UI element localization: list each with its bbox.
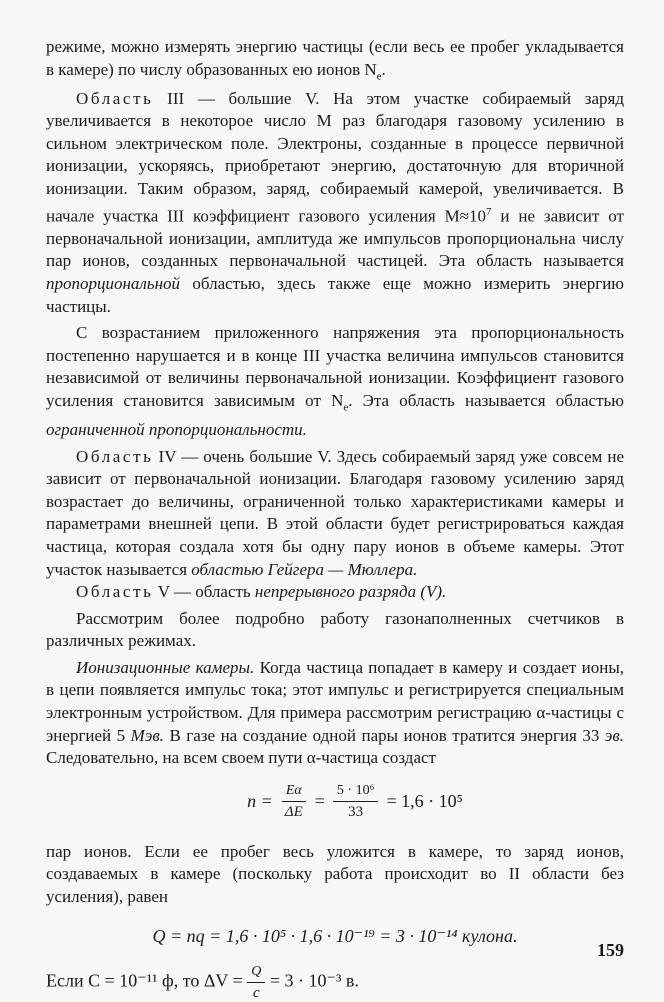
equation-ion-pairs: n = $\frac{E\alpha}{\Delta E}$ = $\frac{\text{5 · 10⁶}}{33}$ = 1,6 · 10⁵ bbox=[247, 782, 463, 820]
page-number: 159 bbox=[597, 940, 624, 960]
fraction-q-over-c: $\frac{Q}{c}$ bbox=[247, 963, 265, 1002]
fraction-value: $\frac{\text{5 · 10⁶}}{33}$ bbox=[333, 782, 379, 821]
paragraph-1: режиме, можно измерять энергию частицы (если весь ее пробег укладывается в камере) по числу образованных ею ионов $N_e$. bbox=[46, 37, 624, 82]
paragraph-region-iii: Область III — большие V. На этом участке собираемый заряд увеличивается в некоторое число M раз благодаря газовому усилению в сильном электрическом поле. Электроны, созданные в процессе первичной ионизации, ускоряясь, приобретают энергию, достаточную для вторичной ионизации. Таким образом, заряд, собираемый камерой, увеличивается. В начале участка III коэффициент газового усиления $M\approx 10^7$ и не зависит от первоначальной ионизации, амплитуда же импульсов пропорциональна числу пар ионов, созданных первоначальной частицей. Эта область называется пропорциональной областью, здесь также еще можно измерить энергию частицы. bbox=[46, 88, 624, 316]
paragraph-ionization-chambers: Ионизационные камеры. Когда частица попадает в камеру и создает ионы, в цепи появляется импульс тока; этот импульс и регистрируется специальным электронным устройством. Для примера рассмотрим регистрацию α-частицы с энергией 5 Мэв. В газе на создание одной пары ионов тратится энергия 33 эв. Следовательно, на всем своем пути α-частица создаст bbox=[46, 657, 624, 768]
paragraph-charge: пар ионов. Если ее пробег весь уложится в камере, то заряд ионов, создаваемых в камере (поскольку работа происходит во II области без усиления), равен bbox=[46, 841, 624, 907]
paragraph-region-v: Область V — область непрерывного разряда (V). bbox=[76, 582, 447, 602]
equation-charge: Q = nq = 1,6 · 10⁵ · 1,6 · 10⁻¹⁹ = 3 · 10⁻¹⁴ кулона. bbox=[152, 925, 518, 946]
page-body bbox=[46, 36, 624, 1002]
region-label: Область bbox=[76, 88, 154, 108]
region-label: Область bbox=[76, 582, 154, 602]
paragraph-region-iv: Область IV — очень большие V. Здесь собираемый заряд уже совсем не зависит от первоначальной ионизации. Благодаря газовому усилению заряд возрастает до величины, ограниченной только характеристиками камеры и параметрами внешней цепи. В этой области будет регистрироваться каждая частица, которая создала хотя бы одну пару ионов в объеме камеры. Этот участок называется областью Гейгера — Мюллера. bbox=[46, 446, 624, 579]
region-label: Область bbox=[76, 446, 154, 466]
fraction-energy: $\frac{E\alpha}{\Delta E}$ bbox=[281, 782, 307, 821]
equation-voltage: Если C = 10⁻¹¹ ф, то ΔV = $\frac{Q}{c}$ = 3 · 10⁻³ в. bbox=[46, 963, 359, 1001]
paragraph-consider: Рассмотрим более подробно работу газонаполненных счетчиков в различных режимах. bbox=[46, 608, 624, 651]
paragraph-limited-proportionality: С возрастанием приложенного напряжения эта пропорциональность постепенно нарушается и в конце III участка величина импульсов становится независимой от величины первоначальной ионизации. Коэффициент газового усиления становится зависимым от $N_e$. Эта область называется областью ограниченной пропорциональности. bbox=[46, 323, 624, 439]
